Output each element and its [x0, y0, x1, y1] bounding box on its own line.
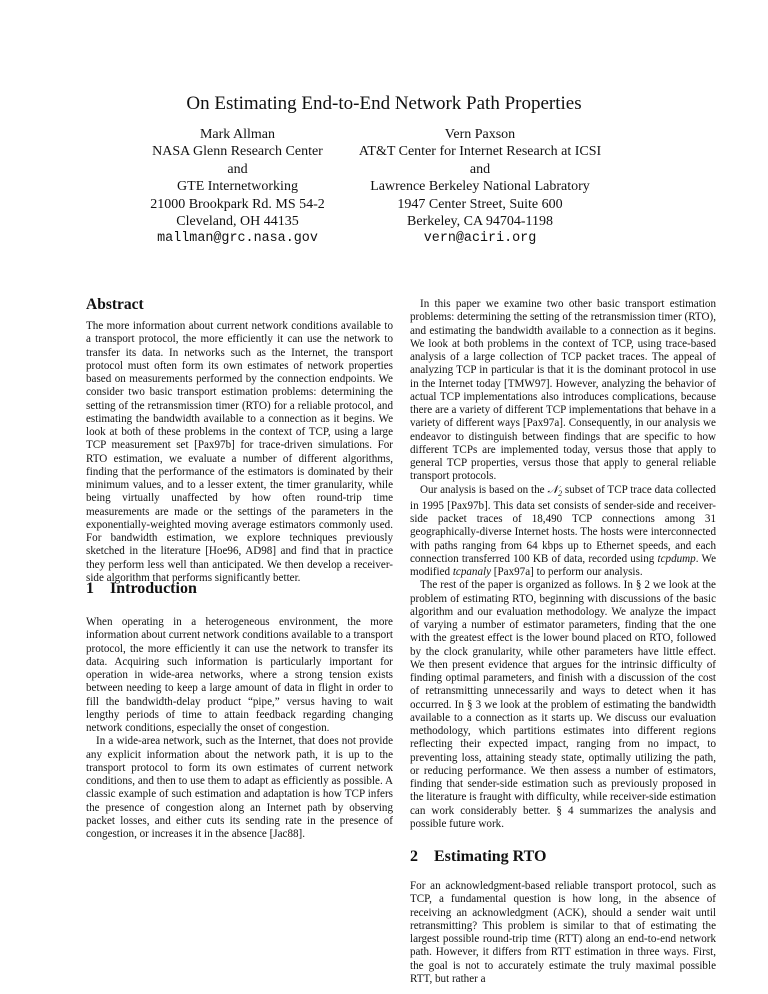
- section-title: Introduction: [110, 580, 197, 597]
- dataset-symbol-subscript: 2: [558, 488, 563, 498]
- introduction-text: [86, 616, 393, 841]
- author-affiliation: Lawrence Berkeley National Labratory: [370, 179, 590, 195]
- author-affiliation: NASA Glenn Research Center: [152, 144, 323, 160]
- section-1-heading: [86, 580, 197, 598]
- abstract-text: [86, 320, 393, 585]
- section-2-heading: [410, 848, 547, 866]
- author-affiliation: GTE Internetworking: [177, 179, 298, 195]
- author-email: vern@aciri.org: [423, 231, 537, 247]
- author-name: Vern Paxson: [444, 127, 516, 142]
- paper-title: On Estimating End-to-End Network Path Properties: [186, 93, 582, 114]
- paragraph: For an acknowledgment-based reliable transport protocol, such as TCP, a fundamental question is how long, in the absence of receiving an acknowledgment (ACK), should a sender wait until retransmitting? This problem is similar to that of estimating the largest possible round-trip time (RTT) along an end-to-end network path. However, it differs from RTT estimation in three ways. First, the goal is not to accurately estimate the truly maximal possible RTT, but rather a: [410, 880, 716, 985]
- text-run: . We modified: [410, 552, 716, 579]
- author-address: Berkeley, CA 94704-1198: [407, 214, 553, 230]
- abstract-heading: Abstract: [86, 296, 144, 313]
- author-address: Cleveland, OH 44135: [176, 214, 299, 230]
- author-affiliation-and: and: [227, 161, 248, 177]
- tool-name: tcpanaly: [452, 566, 492, 579]
- author-email: mallman@grc.nasa.gov: [157, 231, 318, 247]
- paragraph: [410, 484, 716, 580]
- section-title: Estimating RTO: [434, 848, 547, 865]
- author-block-paxson: [320, 126, 640, 248]
- section-number: 2: [410, 848, 418, 865]
- section-number: 1: [86, 580, 94, 597]
- dataset-symbol-letter: 𝒩: [547, 483, 559, 496]
- author-address: 1947 Center Street, Suite 600: [397, 196, 563, 212]
- text-run: [Pax97a] to perform our analysis.: [491, 566, 643, 579]
- author-affiliation: AT&T Center for Internet Research at ICSI: [358, 144, 602, 160]
- paragraph: In this paper we examine two other basic transport estimation problems: determining the setting of the retransmission timer (RTO), and estimating the bandwidth available to a connection as it begins. We look at both problems in the context of TCP, using trace-based analysis of a large collection of TCP packet traces. The appeal of analyzing TCP in particular is that it is the dominant protocol in use in the Internet today [TMW97]. However, analyzing the behavior of actual TCP implementations also introduces complications, because there are a variety of different TCP implementations that behave in a variety of different ways [Pax97a]. Consequently, in our analysis we endeavor to distinguish between findings that are specific to how different TCPs are implemented today, versus those that apply to general TCP properties, versus those that apply to general reliable transport protocols.: [410, 298, 716, 483]
- paragraph: In a wide-area network, such as the Internet, that does not provide any explicit information about the network path, it is up to the transport protocol to form its own estimates of current network conditions, and then to use them to adapt as efficiently as possible. A classic example of such estimation and adaptation is how TCP infers the presence of congestion along an Internet path by observing packet losses, and either cuts its sending rate in the presence of congestion, or increases it in the absence [Jac88].: [86, 735, 393, 840]
- tool-name: tcpdump: [657, 552, 696, 565]
- text-run: subset of TCP trace data collected in 1995 [Pax97b]. This data set consists of sender-side and receiver-side packet traces of 18,490 TCP connections among 31 geographically-diverse Internet hosts. The hosts were interconnected with paths ranging from 64 kbps up to Ethernet speeds, and each connection transferred 100 KB of data, recorded using: [410, 483, 716, 565]
- paragraph: The rest of the paper is organized as follows. In § 2 we look at the problem of estimating RTO, beginning with discussions of the basic algorithm and our evaluation methodology. We analyze the impact of varying a number of estimator parameters, finding that the one with the greatest effect is the lower bound placed on RTO, followed by the clock granularity, while other parameters have little effect. We then present evidence that argues for the intrinsic difficulty of finding optimal parameters, and finish with a discussion of the cost of retransmitting unnecessarily and ways to detect when it has occurred. In § 3 we look at the problem of estimating the bandwidth available to a connection as it starts up. We discuss our evaluation methodology, which partitions estimates into different regions reflecting their expected impact, ranging from no impact, to preventing loss, attaining steady state, optimally utilizing the path, or reducing performance. We then assess a number of estimators, finding that sender-side estimation such as previously proposed in the literature is fraught with difficulty, while receiver-side estimation can work considerably better. § 4 summarizes the analysis and possible future work.: [410, 579, 716, 830]
- section-2-text: [410, 880, 716, 986]
- abstract-paragraph: The more information about current network conditions available to a transport protocol, the more efficiently it can use the network to transfer its data. In networks such as the Internet, the transport protocol must often form its own estimates of network properties based on measurements performed by the connection endpoints. We consider two basic transport estimation problems: determining the setting of the retransmission timer (RTO) for a reliable protocol, and estimating the bandwidth available to a connection as it begins. We look at both of these problems in the context of TCP, using a large TCP measurement set [Pax97b] for trace-driven simulations. For RTO estimation, we evaluate a number of different algorithms, finding that the performance of the estimators is dominated by their minimum values, and to a lesser extent, the timer granularity, while being virtually unaffected by how often round-trip time measurements are made or the settings of the parameters in the exponentially-weighted moving average estimators commonly used. For bandwidth estimation, we explore techniques previously sketched in the literature [Hoe96, AD98] and find that in practice they perform less well than anticipated. We then develop a receiver-side algorithm that performs significantly better.: [86, 320, 393, 584]
- author-address: 21000 Brookpark Rd. MS 54-2: [150, 196, 325, 212]
- paragraph: When operating in a heterogeneous environment, the more information about current network conditions available to a transport protocol, the more efficiently it can use the network to transfer its data. Acquiring such information is particularly important for operation in wide-area networks, where a strong tension exists between needing to keep a large amount of data in flight in order to fill the bandwidth-delay product “pipe,” versus having to wait lengthy periods of time to attain feedback regarding changing network conditions, especially the onset of congestion.: [86, 616, 393, 734]
- right-column-text: [410, 298, 716, 831]
- author-affiliation-and: and: [469, 161, 491, 177]
- dataset-symbol: [547, 484, 562, 496]
- text-run: Our analysis is based on the: [420, 483, 548, 496]
- author-name: Mark Allman: [199, 127, 276, 142]
